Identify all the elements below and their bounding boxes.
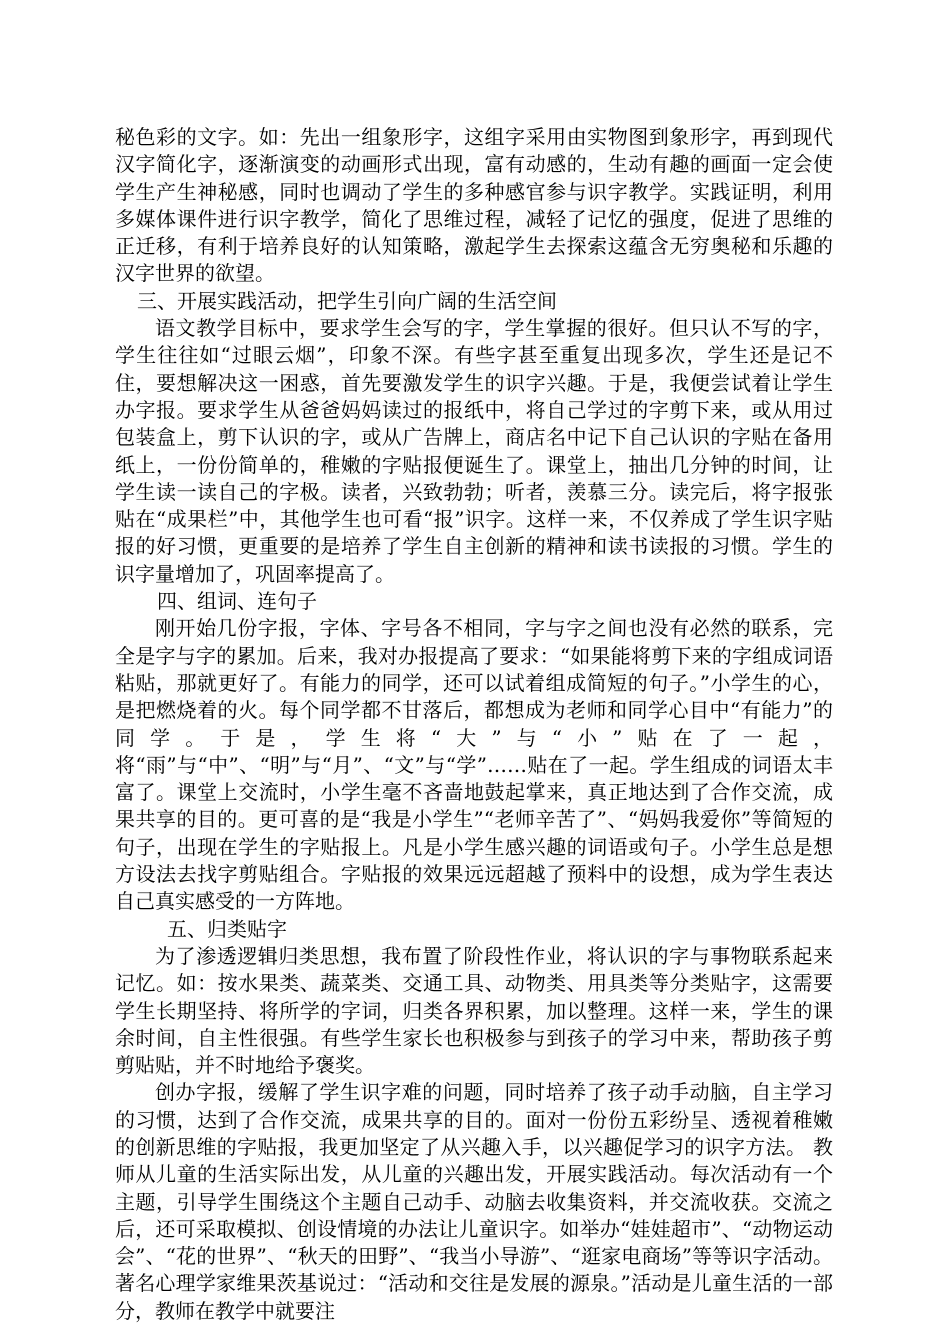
section-heading-four: 四、组词、连句子 — [157, 589, 317, 614]
document-body — [115, 124, 833, 1325]
paragraph-summary: 创办字报，缓解了学生识字难的问题，同时培养了孩子动手动脑，自主学习的习惯，达到了合作交流，成果共享的目的。面对一份份五彩纷呈、透视着稚嫩的创新思维的字贴报，我更加坚定了从兴趣入手，以兴趣促学习的识字方法。 教师从儿童的生活实际出发，从儿童的兴趣出发，开展实践活动。每次活动有一个主题，引导学生围绕这个主题自己动手、动脑去收集资料，并交流收获。交流之后，还可采取模拟、创设情境的办法让儿童识字。如举办“娃娃超市”、“动物运动会”、“花的世界”、“秋天的田野”、“我当小导游”、“逛家电商场”等等识字活动。著名心理学家维果茨基说过：“活动和交往是发展的源泉。”活动是儿童生活的一部分，教师在教学中就要注 — [115, 1080, 833, 1323]
paragraph-continuation: 秘色彩的文字。如：先出一组象形字，这组字采用由实物图到象形字，再到现代汉字简化字，逐渐演变的动画形式出现，富有动感的，生动有趣的画面一定会使学生产生神秘感，同时也调动了学生的多种感官参与识字教学。实践证明，利用多媒体课件进行识字教学，简化了思维过程，减轻了记忆的强度，促进了思维的正迁移，有利于培养良好的认知策略，激起学生去探索这蕴含无穷奥秘和乐趣的汉字世界的欲望。 — [115, 125, 833, 286]
section-heading-five: 五、归类贴字 — [167, 916, 287, 941]
section-heading-three: 三、开展实践活动，把学生引向广阔的生活空间 — [137, 288, 557, 313]
paragraph-categorized-words: 为了渗透逻辑归类思想，我布置了阶段性作业，将认识的字与事物联系起来记忆。如：按水果类、蔬菜类、交通工具、动物类、用具类等分类贴字，这需要学生长期坚持、将所学的字词，归类各界积累，加以整理。这样一来，学生的课余时间，自主性很强。有些学生家长也积极参与到孩子的学习中来，帮助孩子剪剪贴贴，并不时地给予褒奖。 — [115, 943, 833, 1078]
paragraph-word-newspaper: 语文教学目标中，要求学生会写的字，学生掌握的很好。但只认不写的字，学生往往如“过眼云烟”，印象不深。有些字甚至重复出现多次，学生还是记不住，要想解决这一困惑，首先要激发学生的识字兴趣。于是，我便尝试着让学生办字报。要求学生从爸爸妈妈读过的报纸中，将自己学过的字剪下来，或从用过包装盒上，剪下认识的字，或从广告牌上，商店名中记下自己认识的字贴在备用纸上，一份份简单的，稚嫩的字贴报便诞生了。课堂上，抽出几分钟的时间，让学生读一读自己的字极。读者，兴致勃勃；听者，羡慕三分。读完后，将字报张贴在“成果栏”中，其他学生也可看“报”识字。这样一来，不仅养成了学生识字贴报的好习惯，更重要的是培养了学生自主创新的精神和读书读报的习惯。学生的识字量增加了，巩固率提高了。 — [115, 316, 833, 586]
paragraph-word-phrases: 刚开始几份字报，字体、字号各不相同，字与字之间也没有必然的联系，完全是字与字的累加。后来，我对办报提高了要求：“如果能将剪下来的字组成词语粘贴，那就更好了。有能力的同学，还可以试着组成简短的句子。”小学生的心，是把燃烧着的火。每个同学都不甘落后，都想成为老师和同学心目中“有能力”的同学。于是，学生将“大”与“小”贴在了一起，将“雨”与“中”、“明”与“月”、“文”与“学”……贴在了一起。学生组成的词语太丰富了。课堂上交流时，小学生毫不吝啬地鼓起掌来，真正地达到了合作交流，成果共享的目的。更可喜的是“我是小学生”“老师辛苦了”、“妈妈我爱你”等简短的句子，出现在学生的字贴报上。凡是小学生感兴趣的词语或句子。小学生总是想方设法去找字剪贴组合。字贴报的效果远远超越了预料中的设想，成为学生表达自己真实感受的一方阵地。 — [115, 616, 833, 914]
